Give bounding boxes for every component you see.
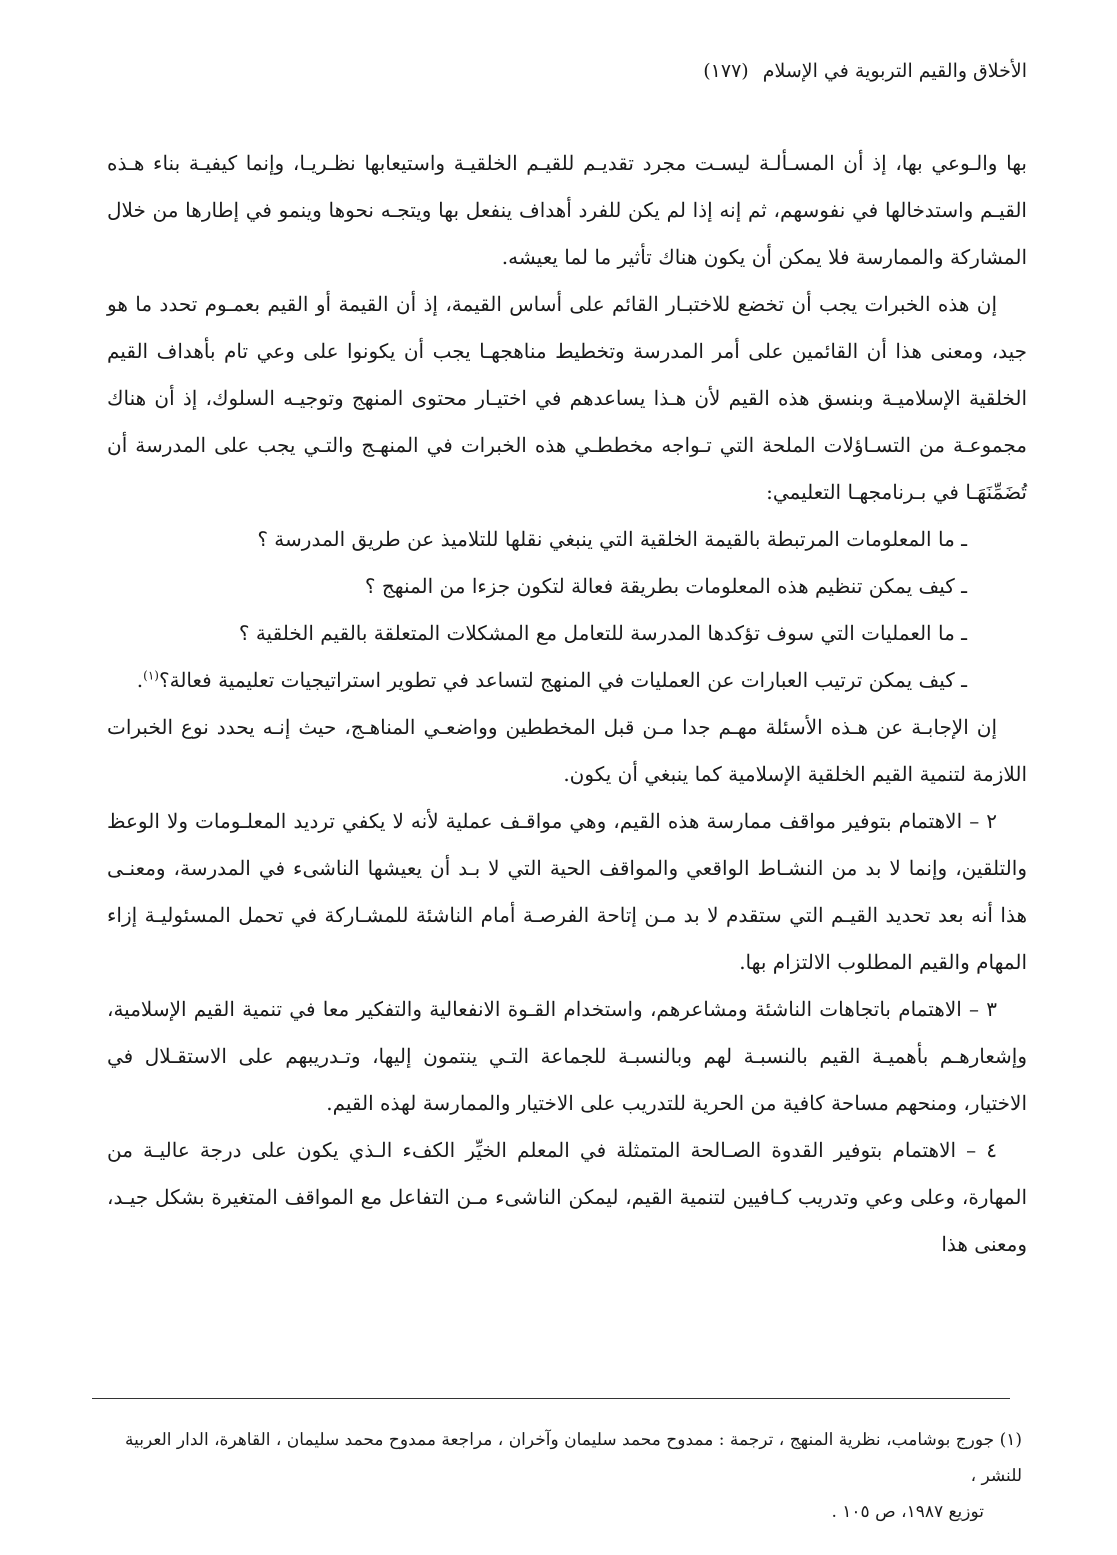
question-item-4: [107, 657, 1027, 704]
footnote-divider: [92, 1398, 1010, 1399]
paragraph-2: إن هذه الخبرات يجب أن تخضع للاختبـار القائم على أساس القيمة، إذ أن القيمة أو القيم بعمـوم تحدد ما هو جيد، ومعنى هذا أن القائمين على أمر المدرسة وتخطيط مناهجهـا يجب أن يكونوا على وعي تام بأهداف القيم الخلقية الإسلاميـة وبنسق هذه القيم لأن هـذا يساعدهم في اختيـار محتوى المنهج وتوجيـه السلوك، إذ أن هناك مجموعـة من التسـاؤلات الملحة التي تـواجه مخططـي هذه الخبرات في المنهـج والتـي يجب على المدرسة أن تُضَمِّنَهَـا في بـرنامجهـا التعليمي:: [107, 292, 1027, 504]
running-header: [703, 58, 1027, 84]
question-item-1: ـ ما المعلومات المرتبطة بالقيمة الخلقية التي ينبغي نقلها للتلاميذ عن طريق المدرسة ؟: [257, 527, 967, 551]
footnote-line-2: توزيع ١٩٨٧، ص ١٠٥ .: [831, 1502, 984, 1522]
page-number: (١٧٧): [703, 60, 749, 82]
header-title: الأخلاق والقيم التربوية في الإسلام: [762, 60, 1027, 82]
question-item-2: ـ كيف يمكن تنظيم هذه المعلومات بطريقة فعالة لتكون جزءا من المنهج ؟: [364, 574, 967, 598]
question-item-4-text: ـ كيف يمكن ترتيب العبارات عن العمليات في المنهج لتساعد في تطوير استراتيجيات تعليمية فعالة؟: [158, 668, 967, 692]
point-2: ٢ – الاهتمام بتوفير مواقف ممارسة هذه القيم، وهي مواقـف عملية لأنه لا يكفي ترديد المعلـومات ولا الوعظ والتلقين، وإنما لا بد من النشـاط الواقعي والمواقف الحية التي لا بـد أن يعيشها الناشىء في المدرسة، ومعنـى هذا أنه بعد تحديد القيـم التي ستقدم لا بد مـن إتاحة الفرصـة أمام الناشئة للمشـاركة في تحمل المسئوليـة إزاء المهام والقيم المطلوب الالتزام بها.: [107, 809, 1027, 974]
question-item-3: ـ ما العمليات التي سوف تؤكدها المدرسة للتعامل مع المشكلات المتعلقة بالقيم الخلقية ؟: [238, 621, 967, 645]
paragraph-3: إن الإجابـة عن هـذه الأسئلة مهـم جدا مـن قبل المخططين وواضعـي المناهـج، حيث إنـه يحدد نوع الخبرات اللازمة لتنمية القيم الخلقية الإسلامية كما ينبغي أن يكون.: [107, 715, 1027, 786]
main-text: [107, 140, 1027, 1268]
footnote-line-1: (١) جورج بوشامب، نظرية المنهج ، ترجمة : ممدوح محمد سليمان وآخران ، مراجعة ممدوح محمد سليمان ، القاهرة، الدار العربية للنشر ،: [125, 1430, 1022, 1486]
point-3: ٣ – الاهتمام باتجاهات الناشئة ومشاعرهم، واستخدام القـوة الانفعالية والتفكير معا في تنمية القيم الإسلامية، وإشعارهـم بأهميـة القيم بالنسبـة لهم وبالنسبـة للجماعة التـي ينتمون إليها، وتـدريبهم على الاستقـلال في الاختيار، ومنحهم مساحة كافية من الحرية للتدريب على الاختيار والممارسة لهذه القيم.: [107, 997, 1027, 1115]
footnote: [107, 1422, 1022, 1530]
point-4: ٤ – الاهتمام بتوفير القدوة الصـالحة المتمثلة في المعلم الخيِّر الكفء الـذي يكون على درجة عاليـة من المهارة، وعلى وعي وتدريب كـافيين لتنمية القيم، ليمكن الناشىء مـن التفاعل مع المواقف المتغيرة بشكل جيـد، ومعنى هذا: [107, 1138, 1027, 1256]
paragraph-1: بها والـوعي بها، إذ أن المسـألـة ليسـت مجرد تقديـم للقيـم الخلقيـة واستيعابها نظـريـا، وإنما كيفيـة بناء هـذه القيـم واستدخالها في نفوسهم، ثم إنه إذا لم يكن للفرد أهداف ينفعل بها ويتجـه نحوها وينمو في إطارها من خلال المشاركة والممارسة فلا يمكن أن يكون هناك تأثير ما لما يعيشه.: [107, 151, 1027, 269]
question-item-4-end: .: [136, 668, 144, 692]
footnote-reference[interactable]: (١): [143, 668, 159, 683]
